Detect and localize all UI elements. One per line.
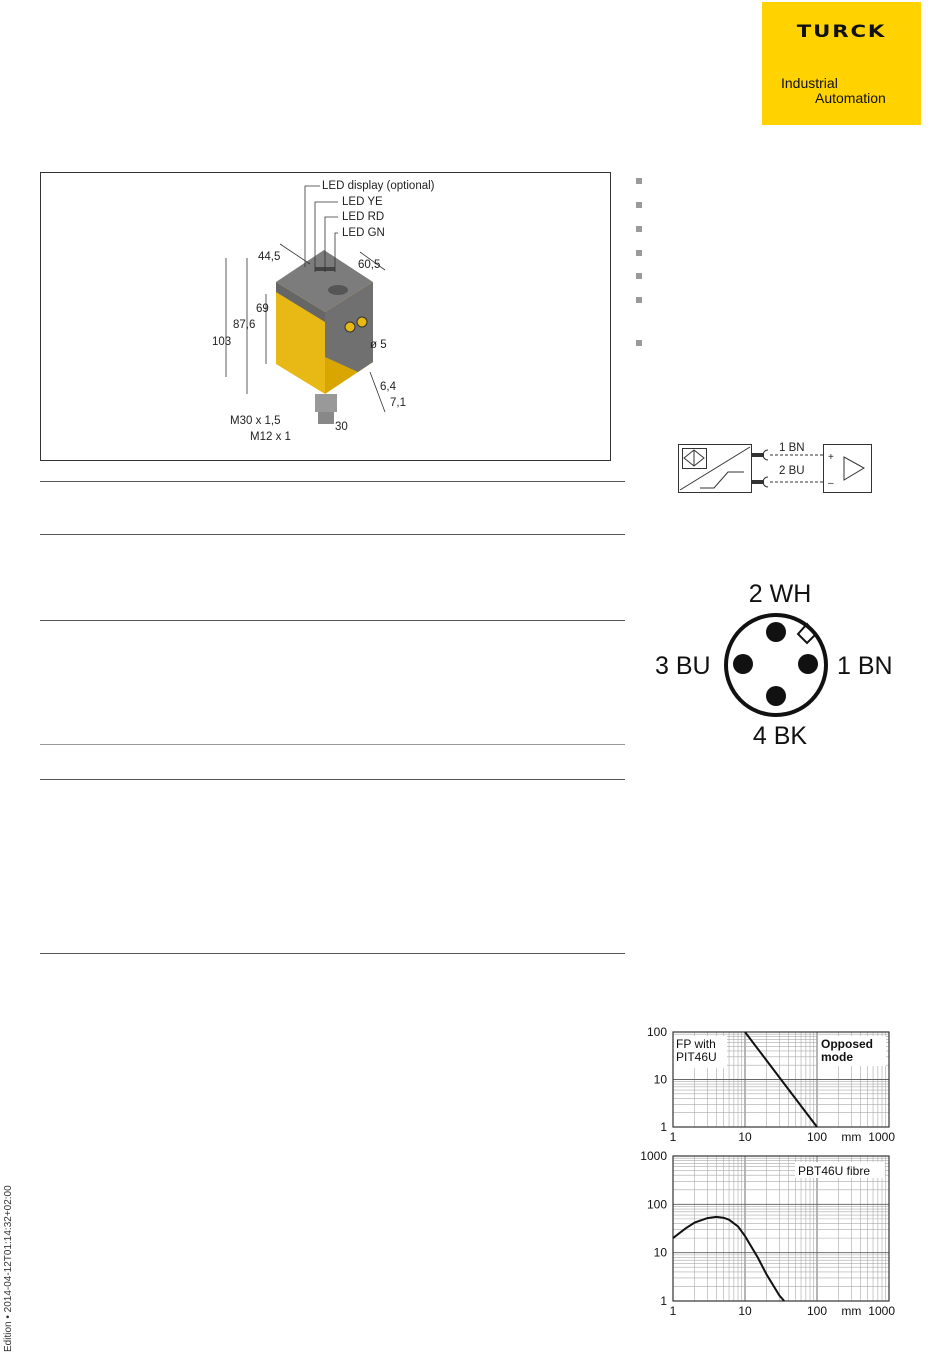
dim-6-4: 6,4 xyxy=(380,381,396,393)
dim-m30: M30 x 1,5 xyxy=(230,415,281,427)
tagline-industrial: Industrial xyxy=(781,75,838,91)
pin-3 xyxy=(733,654,753,674)
wire-plus-label: + xyxy=(828,452,834,463)
x-unit-label: mm xyxy=(841,1130,862,1144)
x-tick-label: 100 xyxy=(806,1130,828,1144)
y-tick-label: 100 xyxy=(646,1197,667,1212)
pin-label-top: 2 WH xyxy=(748,580,812,608)
wire-2-label: 2 BU xyxy=(779,465,805,477)
table-rule xyxy=(40,620,625,621)
feature-bullet xyxy=(636,226,642,232)
table-rule xyxy=(40,534,625,535)
chart1-annotation-fp: FP with PIT46U xyxy=(676,1037,717,1064)
dim-7-1: 7,1 xyxy=(390,397,406,409)
wiring-diagram xyxy=(678,440,878,496)
pin-label-bottom: 4 BK xyxy=(752,722,808,750)
y-tick-label: 1 xyxy=(660,1294,667,1308)
sensor-illustration xyxy=(276,250,373,424)
table-rule xyxy=(40,481,625,482)
chart-opposed-mode xyxy=(620,1022,920,1154)
callout-led-gn: LED GN xyxy=(342,227,385,239)
edition-stamp: Edition • 2014-04-12T01:14:32+02:00 xyxy=(3,1185,14,1352)
dim-60-5: 60,5 xyxy=(358,259,381,271)
feature-bullet xyxy=(636,297,642,303)
pin-label-right: 1 BN xyxy=(837,652,893,680)
table-rule xyxy=(40,779,625,780)
y-tick-label: 10 xyxy=(653,1072,667,1087)
pin-1 xyxy=(798,654,818,674)
x-tick-label: 10 xyxy=(738,1130,752,1144)
tagline-automation: Automation xyxy=(815,90,886,106)
chart1-annotation-mode: Opposed mode xyxy=(821,1037,874,1064)
feature-bullet xyxy=(636,273,642,279)
brand-logo xyxy=(762,2,921,125)
brand-logo-text: TURCK xyxy=(796,22,887,42)
table-rule xyxy=(40,744,625,745)
callout-led-rd: LED RD xyxy=(342,211,385,223)
y-tick-label: 100 xyxy=(646,1025,667,1039)
dim-m12: M12 x 1 xyxy=(250,431,291,443)
pin-2 xyxy=(766,622,786,642)
dim-103: 103 xyxy=(212,336,232,348)
feature-bullet xyxy=(636,250,642,256)
feature-bullet xyxy=(636,202,642,208)
x-unit-label: mm xyxy=(841,1304,862,1318)
x-tick-label: 1000 xyxy=(868,1130,895,1144)
dim-phi5: ø 5 xyxy=(370,339,387,351)
y-tick-label: 10 xyxy=(653,1245,667,1260)
pin-4 xyxy=(766,686,786,706)
dimension-drawing xyxy=(40,172,612,462)
y-tick-label: 1 xyxy=(660,1120,667,1134)
wire-1-label: 1 BN xyxy=(779,442,805,454)
feature-bullet xyxy=(636,178,642,184)
feature-bullet xyxy=(636,340,642,346)
dim-87-6: 87,6 xyxy=(233,319,256,331)
x-tick-label: 10 xyxy=(738,1304,752,1318)
callout-led-ye: LED YE xyxy=(342,196,383,208)
table-rule xyxy=(40,953,625,954)
y-tick-label: 1000 xyxy=(640,1149,667,1163)
pin-label-left: 3 BU xyxy=(655,652,711,680)
x-tick-label: 1 xyxy=(669,1304,677,1318)
connector-pinout xyxy=(650,570,900,755)
x-tick-label: 100 xyxy=(806,1304,828,1318)
chart2-annotation-fibre: PBT46U fibre xyxy=(798,1164,871,1178)
x-tick-label: 1 xyxy=(669,1130,677,1144)
callout-led-display: LED display (optional) xyxy=(322,180,435,192)
dim-30: 30 xyxy=(335,421,348,433)
chart-pbt46u-fibre xyxy=(620,1146,920,1324)
dim-69: 69 xyxy=(256,303,269,315)
x-tick-label: 1000 xyxy=(868,1304,895,1318)
dim-44-5: 44,5 xyxy=(258,251,281,263)
wire-minus-label: – xyxy=(828,478,834,489)
